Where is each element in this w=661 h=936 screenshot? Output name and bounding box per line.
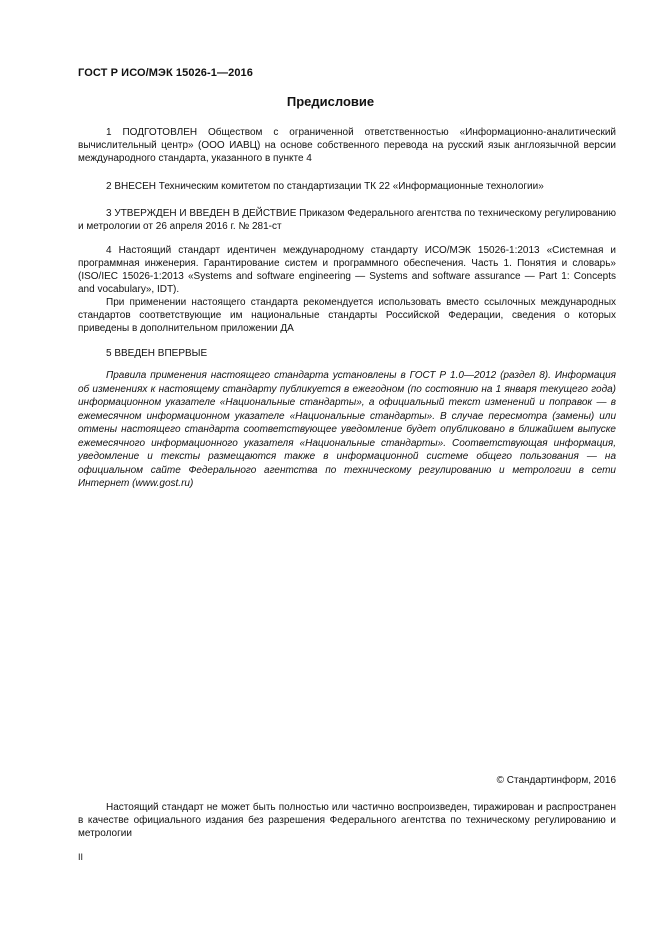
rules-note-text: Правила применения настоящего стандарта установлены в ГОСТ Р 1.0—2012 (раздел 8). Информация об изменениях к настоящему стандарту публикуется в ежегодном (по состоянию на 1 января текущего года) информационном указателе «Национальные стандарты», а официальный текст изменений и поправок — в ежемесячном информационном указателе «Национальные стандарты». В случае пересмотра (замены) или отмены настоящего стандарта соответствующее уведомление будет опубликовано в ближайшем выпуске ежемесячного информационного указателя «Национальные стандарты». Соответствующая информация, уведомление и тексты размещаются также в информационной системе общего пользования — на официальном сайте Федерального агентства по техническому регулированию и метрологии в сети Интернет (www.gost.ru) [78,370,616,489]
document-code-header: ГОСТ Р ИСО/МЭК 15026-1—2016 [78,67,253,79]
item-3-block [78,207,616,233]
item-4-text: 4 Настоящий стандарт идентичен международному стандарту ИСО/МЭК 15026-1:2013 «Системная и программная инженерия. Гарантирование систем и программного обеспечения. Часть 1. Понятия и словарь» (ISO/IEC 15026-1:2013 «Systems and software engineering — Systems and software assurance — Part 1: Concepts and vocabulary», IDT). [78,245,616,295]
item-4-block [78,244,616,335]
item-4-reference-note: При применении настоящего стандарта рекомендуется использовать вместо ссылочных международных стандартов соответствующие им национальные стандарты Российской Федерации, сведения о которых приведены в дополнительном приложении ДА [78,297,616,334]
item-2-text: 2 ВНЕСЕН Техническим комитетом по стандартизации ТК 22 «Информационные технологии» [106,181,544,192]
item-5-text: 5 ВВЕДЕН ВПЕРВЫЕ [106,348,208,359]
rules-note-block [78,369,616,491]
item-2-block [78,180,616,193]
footer-note-block [78,801,616,840]
item-1-text: 1 ПОДГОТОВЛЕН Обществом с ограниченной ответственностью «Информационно-аналитический вычислительный центр» (ООО ИАВЦ) на основе собственного перевода на русский язык англоязычной версии международного стандарта, указанного в пункте 4 [78,127,616,164]
copyright-line: © Стандартинформ, 2016 [496,775,616,786]
item-5-block [78,347,616,360]
page-title: Предисловие [286,94,375,109]
page-number: II [78,852,84,862]
item-3-text: 3 УТВЕРЖДЕН И ВВЕДЕН В ДЕЙСТВИЕ Приказом Федерального агентства по техническому регулированию и метрологии от 26 апреля 2016 г. № 281-ст [78,208,616,232]
item-1-block [78,126,616,165]
footer-note-text: Настоящий стандарт не может быть полностью или частично воспроизведен, тиражирован и распространен в качестве официального издания без разрешения Федерального агентства по техническому регулированию и метрологии [78,802,616,839]
